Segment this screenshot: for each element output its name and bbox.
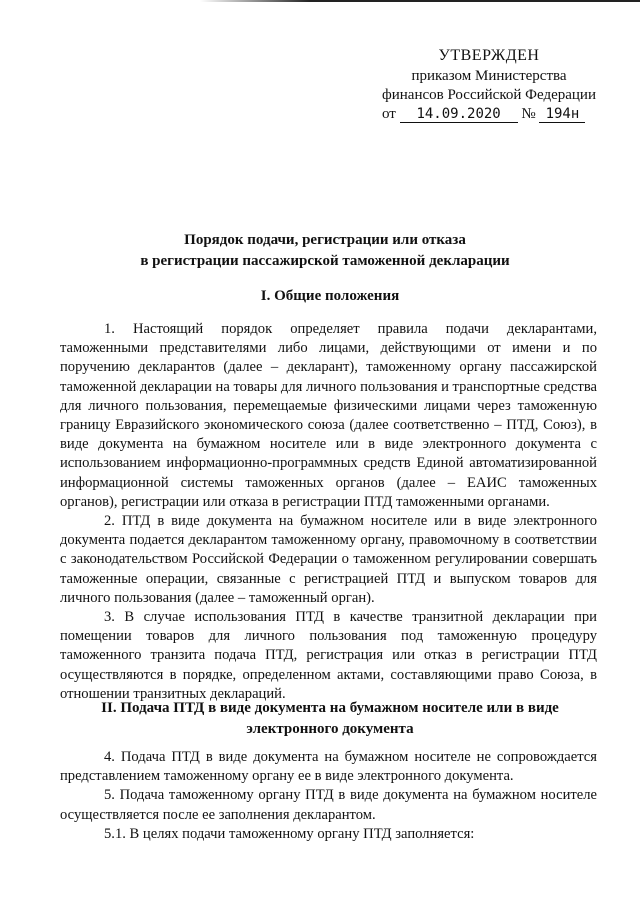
section-2-heading	[60, 698, 600, 740]
section-1-body	[60, 320, 597, 704]
paragraph-4: 4. Подача ПТД в виде документа на бумажном носителе не сопровождается представлением таможенному органу ее в виде электронного документа.	[60, 749, 597, 785]
section-2-heading-line-2: электронного документа	[246, 721, 414, 737]
number-label: №	[521, 106, 536, 122]
order-date-number	[374, 105, 604, 124]
order-line-2: финансов Российской Федерации	[382, 87, 596, 103]
section-2-heading-line-1: II. Подача ПТД в виде документа на бумажном носителе или в виде	[101, 700, 559, 716]
paragraph-5-1: 5.1. В целях подачи таможенному органу ПТД заполняется:	[104, 825, 475, 842]
title-line-2: в регистрации пассажирской таможенной декларации	[140, 253, 510, 269]
order-number: 194н	[539, 107, 585, 123]
document-title	[60, 230, 590, 272]
approval-stamp	[374, 46, 604, 124]
paragraph-2: 2. ПТД в виде документа на бумажном носителе или в виде электронного документа подается декларантом таможенному органу, правомочному в соответствии с законодательством Российской Федерации о таможенном регулировании совершать таможенные операции, связанные с регистрацией ПТД и выпуском товаров для личного пользования (далее – таможенный орган).	[60, 513, 597, 606]
paragraph-5: 5. Подача таможенному органу ПТД в виде документа на бумажном носителе осуществляется после ее заполнения декларантом.	[60, 787, 597, 823]
approved-label: УТВЕРЖДЕН	[438, 47, 540, 64]
order-line-1: приказом Министерства	[411, 68, 567, 84]
paragraph-1: 1. Настоящий порядок определяет правила подачи декларантами, таможенными представителями либо лицами, действующими от имени и по поручению декларантов (далее – декларант), таможенному органу пассажирской таможенной декларации на товары для личного пользования и транспортные средства для личного пользования, перемещаемые физическими лицами через таможенную границу Евразийского экономического союза (далее соответственно – ПТД, Союз), в виде документа на бумажном носителе или в виде электронного документа с использованием информационно-программных средств Единой автоматизированной информационной системы таможенных органов (далее – ЕАИС таможенных органов), регистрации или отказа в регистрации ПТД таможенными органами.	[60, 321, 597, 510]
section-2-body	[60, 748, 597, 844]
order-date: 14.09.2020	[400, 107, 518, 123]
scan-edge	[200, 0, 640, 2]
title-line-1: Порядок подачи, регистрации или отказа	[184, 232, 466, 248]
paragraph-3: 3. В случае использования ПТД в качестве транзитной декларации при помещении товаров для личного пользования под таможенную процедуру таможенного транзита подача ПТД, регистрация или отказ в регистрации ПТД осуществляются в порядке, определенном актами, составляющими право Союза, в отношении транзитных деклараций.	[60, 609, 597, 702]
from-label: от	[382, 106, 396, 122]
section-1-heading: I. Общие положения	[260, 288, 400, 304]
